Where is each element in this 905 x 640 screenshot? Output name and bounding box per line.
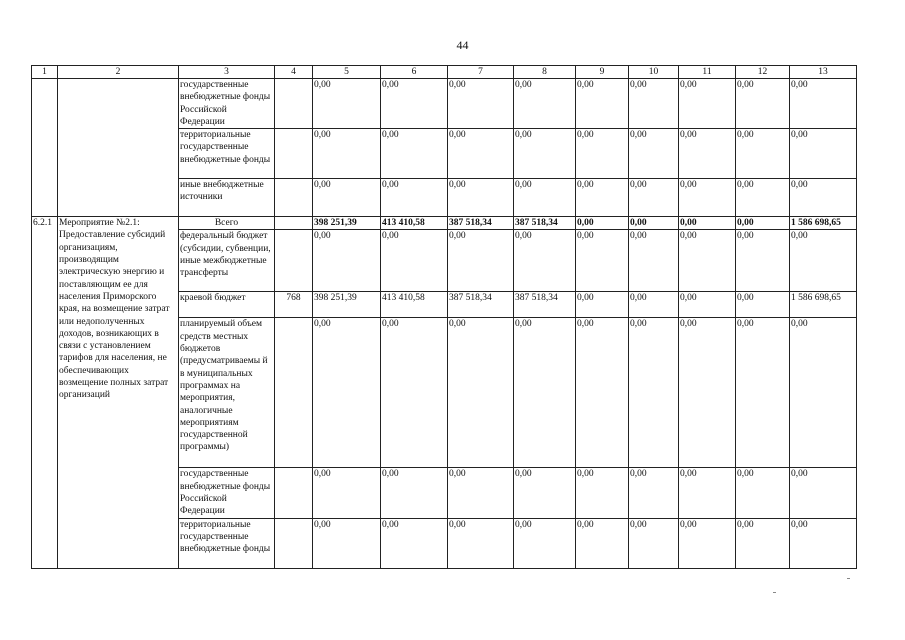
- source-cell: иные внебюджетные источники: [179, 179, 275, 217]
- value-cell: 0,00: [736, 179, 790, 217]
- value-cell: 413 410,58: [381, 217, 448, 230]
- value-cell: 0,00: [313, 79, 381, 129]
- value-cell: 0,00: [629, 79, 679, 129]
- value-cell: 0,00: [576, 318, 629, 468]
- code-cell: [275, 79, 313, 129]
- table-row-total: [32, 217, 857, 230]
- value-cell: 0,00: [679, 129, 736, 179]
- value-cell: 0,00: [790, 179, 857, 217]
- value-cell: 0,00: [736, 79, 790, 129]
- header-cell: 8: [514, 66, 576, 79]
- value-cell: 0,00: [576, 179, 629, 217]
- source-cell: Всего: [179, 217, 275, 230]
- value-cell: 0,00: [576, 230, 629, 292]
- measure-number-cell: [32, 79, 58, 217]
- value-cell: 0,00: [576, 217, 629, 230]
- value-cell: 0,00: [790, 468, 857, 518]
- scan-mark: [847, 578, 850, 579]
- value-cell: 0,00: [790, 129, 857, 179]
- value-cell: 0,00: [629, 518, 679, 568]
- value-cell: 0,00: [381, 468, 448, 518]
- value-cell: 0,00: [736, 292, 790, 318]
- header-cell: 1: [32, 66, 58, 79]
- value-cell: 0,00: [381, 79, 448, 129]
- value-cell: 0,00: [679, 79, 736, 129]
- value-cell: 0,00: [629, 179, 679, 217]
- code-cell: [275, 129, 313, 179]
- value-cell: 0,00: [448, 468, 514, 518]
- table-row: [32, 79, 857, 129]
- value-cell: 387 518,34: [514, 292, 576, 318]
- source-cell: федеральный бюджет (субсидии, субвенции, иные межбюджетные трансферты: [179, 230, 275, 292]
- scan-mark: [773, 592, 776, 593]
- header-cell: 10: [629, 66, 679, 79]
- value-cell: 0,00: [313, 129, 381, 179]
- value-cell: 0,00: [514, 318, 576, 468]
- measure-number: 6.2.1: [32, 217, 58, 568]
- value-cell: 0,00: [629, 129, 679, 179]
- value-cell: 0,00: [381, 230, 448, 292]
- value-cell: 0,00: [381, 518, 448, 568]
- page-number: 44: [456, 38, 469, 52]
- value-cell: 0,00: [381, 318, 448, 468]
- value-cell: 0,00: [448, 518, 514, 568]
- value-cell: 0,00: [448, 318, 514, 468]
- code-cell: [275, 318, 313, 468]
- value-cell: 0,00: [736, 318, 790, 468]
- value-cell: 0,00: [790, 79, 857, 129]
- value-cell: 0,00: [790, 230, 857, 292]
- value-cell: 413 410,58: [381, 292, 448, 318]
- value-cell: 0,00: [629, 292, 679, 318]
- value-cell: 0,00: [629, 217, 679, 230]
- value-cell: 0,00: [790, 318, 857, 468]
- value-cell: 0,00: [381, 179, 448, 217]
- header-cell: 2: [58, 66, 179, 79]
- value-cell: 0,00: [576, 292, 629, 318]
- value-cell: 0,00: [576, 468, 629, 518]
- value-cell: 0,00: [313, 518, 381, 568]
- header-cell: 12: [736, 66, 790, 79]
- header-cell: 11: [679, 66, 736, 79]
- value-cell: 0,00: [679, 230, 736, 292]
- value-cell: 0,00: [679, 518, 736, 568]
- value-cell: 1 586 698,65: [790, 292, 857, 318]
- value-cell: 0,00: [736, 129, 790, 179]
- value-cell: 0,00: [448, 179, 514, 217]
- code-cell: [275, 468, 313, 518]
- header-row: [32, 66, 857, 79]
- header-cell: 13: [790, 66, 857, 79]
- value-cell: 387 518,34: [448, 217, 514, 230]
- source-cell: краевой бюджет: [179, 292, 275, 318]
- value-cell: 0,00: [679, 468, 736, 518]
- value-cell: 0,00: [514, 230, 576, 292]
- value-cell: 0,00: [679, 217, 736, 230]
- value-cell: 0,00: [514, 129, 576, 179]
- code-cell: [275, 179, 313, 217]
- value-cell: 0,00: [679, 179, 736, 217]
- value-cell: 0,00: [313, 318, 381, 468]
- value-cell: 0,00: [448, 230, 514, 292]
- value-cell: 0,00: [514, 179, 576, 217]
- value-cell: 0,00: [448, 129, 514, 179]
- value-cell: 0,00: [514, 468, 576, 518]
- value-cell: 387 518,34: [514, 217, 576, 230]
- code-cell: [275, 217, 313, 230]
- value-cell: 0,00: [736, 518, 790, 568]
- header-cell: 3: [179, 66, 275, 79]
- value-cell: 0,00: [736, 217, 790, 230]
- value-cell: 0,00: [313, 179, 381, 217]
- value-cell: 0,00: [514, 518, 576, 568]
- measure-title: Мероприятие №2.1: Предоставление субсидий организациям, производящим электрическую энергию и поставляющим ее для населения Приморского края, на возмещение затрат или недополученных доходов, возникающих в связи с установлением тарифов для населения, не обеспечивающих возмещение полных затрат организаций: [58, 217, 179, 568]
- value-cell: 0,00: [629, 318, 679, 468]
- value-cell: 1 586 698,65: [790, 217, 857, 230]
- value-cell: 0,00: [679, 318, 736, 468]
- value-cell: 0,00: [736, 468, 790, 518]
- code-cell: 768: [275, 292, 313, 318]
- value-cell: 0,00: [736, 230, 790, 292]
- value-cell: 0,00: [790, 518, 857, 568]
- value-cell: 0,00: [576, 79, 629, 129]
- value-cell: 0,00: [629, 468, 679, 518]
- value-cell: 398 251,39: [313, 292, 381, 318]
- header-cell: 6: [381, 66, 448, 79]
- header-cell: 7: [448, 66, 514, 79]
- budget-table: [31, 65, 857, 569]
- value-cell: 0,00: [576, 518, 629, 568]
- code-cell: [275, 230, 313, 292]
- value-cell: 398 251,39: [313, 217, 381, 230]
- source-cell: государственные внебюджетные фонды Российской Федерации: [179, 79, 275, 129]
- header-cell: 4: [275, 66, 313, 79]
- header-cell: 5: [313, 66, 381, 79]
- value-cell: 0,00: [514, 79, 576, 129]
- value-cell: 0,00: [576, 129, 629, 179]
- code-cell: [275, 518, 313, 568]
- header-cell: 9: [576, 66, 629, 79]
- value-cell: 0,00: [679, 292, 736, 318]
- value-cell: 0,00: [448, 79, 514, 129]
- source-cell: территориальные государственные внебюджетные фонды: [179, 129, 275, 179]
- value-cell: 0,00: [313, 230, 381, 292]
- value-cell: 387 518,34: [448, 292, 514, 318]
- source-cell: территориальные государственные внебюджетные фонды: [179, 518, 275, 568]
- source-cell: планируемый объем средств местных бюджетов (предусматриваемы й в муниципальных программах на мероприятия, аналогичные мероприятиям государственной программы): [179, 318, 275, 468]
- source-cell: государственные внебюджетные фонды Российской Федерации: [179, 468, 275, 518]
- value-cell: 0,00: [381, 129, 448, 179]
- measure-title-cell: [58, 79, 179, 217]
- value-cell: 0,00: [313, 468, 381, 518]
- value-cell: 0,00: [629, 230, 679, 292]
